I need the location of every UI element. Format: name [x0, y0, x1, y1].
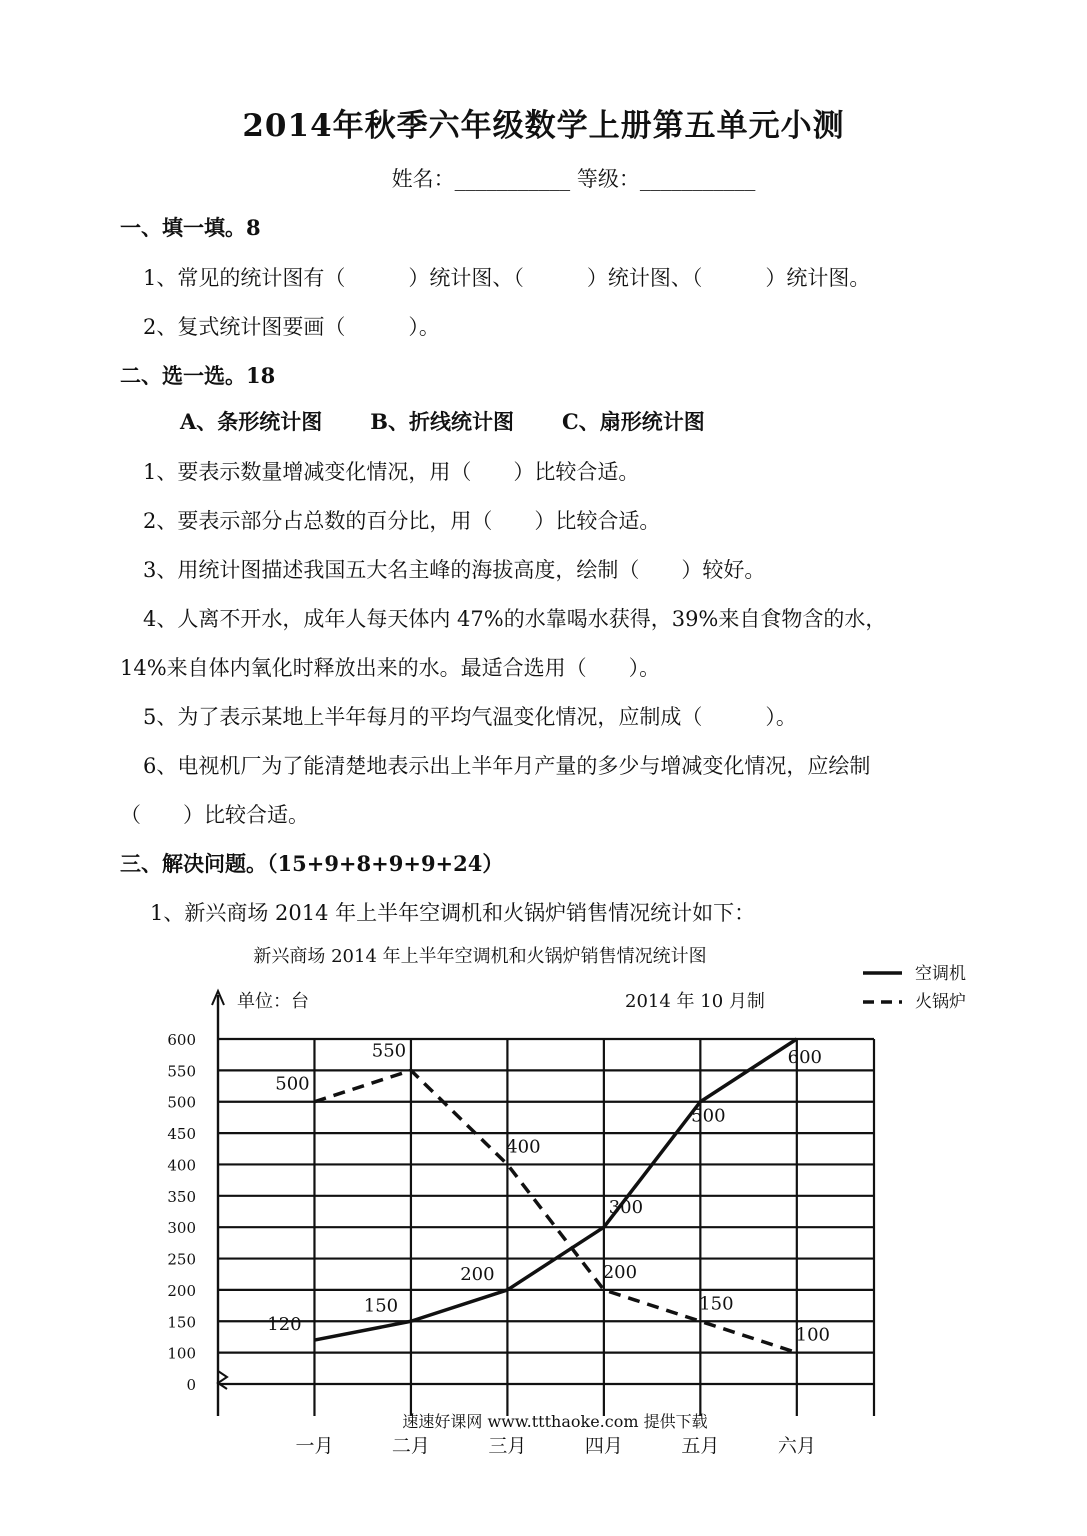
legend-label-0: 空调机 — [915, 964, 966, 984]
y-tick-label: 350 — [167, 1187, 196, 1206]
y-tick-labels — [167, 1031, 196, 1394]
option-c: C、扇形统计图 — [562, 409, 705, 434]
grade-label: 等级： — [576, 167, 640, 191]
data-label: 150 — [699, 1293, 734, 1315]
s1-question-2: 2、复式统计图要画（ ）。 — [143, 315, 440, 339]
data-label: 300 — [608, 1197, 644, 1219]
data-label: 550 — [371, 1040, 407, 1062]
legend-label-1: 火锅炉 — [915, 992, 966, 1012]
line-chart — [150, 935, 1000, 1470]
data-label: 200 — [460, 1263, 495, 1285]
s2-question-6: 6、电视机厂为了能清楚地表示出上半年月产量的多少与增减变化情况，应绘制 — [143, 754, 871, 778]
s1-question-1: 1、常见的统计图有（ ）统计图、（ ）统计图、（ ）统计图。 — [143, 266, 871, 290]
s2-question-5: 5、为了表示某地上半年每月的平均气温变化情况，应制成（ ）。 — [143, 705, 797, 729]
choice-options — [180, 406, 753, 436]
y-tick-label: 550 — [167, 1062, 196, 1081]
grade-blank[interactable]: ___________ — [639, 167, 756, 191]
watermark: 速速好课网 www.ttthaoke.com 提供下载 — [402, 1412, 708, 1431]
s2-question-2: 2、要表示部分占总数的百分比，用（ ）比较合适。 — [143, 509, 661, 533]
y-tick-label: 150 — [167, 1313, 196, 1332]
x-tick-labels — [295, 1435, 815, 1457]
y-axis-label: 单位：台 — [237, 991, 309, 1012]
name-label: 姓名： — [391, 167, 455, 191]
axis-break-icon — [218, 1371, 227, 1389]
x-tick-label: 六月 — [777, 1435, 816, 1457]
y-tick-label: 300 — [167, 1219, 196, 1238]
x-tick-label: 三月 — [488, 1435, 527, 1457]
data-labels — [267, 1040, 830, 1345]
data-label: 100 — [795, 1324, 831, 1346]
y-tick-label: 100 — [167, 1344, 196, 1363]
page-title: 2014年秋季六年级数学上册第五单元小测 — [242, 108, 845, 144]
section1-heading: 一、填一填。8 — [120, 215, 261, 240]
y-tick-label: 200 — [167, 1281, 196, 1300]
y-tick-label: 250 — [167, 1250, 196, 1269]
chart-note: 2014 年 10 月制 — [625, 991, 765, 1012]
x-tick-label: 二月 — [391, 1435, 430, 1457]
y-tick-label: 0 — [186, 1376, 196, 1394]
data-label: 600 — [787, 1047, 823, 1068]
data-label: 500 — [691, 1105, 726, 1127]
chart-title: 新兴商场 2014 年上半年空调机和火锅炉销售情况统计图 — [253, 946, 707, 967]
data-label: 400 — [506, 1136, 541, 1158]
x-tick-label: 四月 — [584, 1435, 623, 1457]
x-tick-label: 五月 — [681, 1435, 720, 1457]
y-tick-label: 450 — [167, 1125, 196, 1144]
y-tick-label: 500 — [167, 1093, 196, 1112]
s2-question-3: 3、用统计图描述我国五大名主峰的海拔高度，绘制（ ）较好。 — [143, 558, 766, 582]
data-label: 200 — [602, 1261, 638, 1283]
chart-legend — [863, 964, 966, 1012]
name-blank[interactable]: ___________ — [454, 167, 571, 191]
s3-question-1: 1、新兴商场 2014 年上半年空调机和火锅炉销售情况统计如下： — [150, 901, 756, 925]
s2-question-6-cont: （ ）比较合适。 — [120, 803, 309, 827]
x-tick-label: 一月 — [295, 1435, 334, 1457]
data-label: 500 — [275, 1073, 310, 1095]
option-a: A、条形统计图 — [180, 409, 323, 434]
s2-question-1: 1、要表示数量增减变化情况，用（ ）比较合适。 — [143, 460, 640, 484]
data-label: 150 — [363, 1295, 399, 1317]
chart-grid — [218, 1039, 874, 1416]
data-label: 120 — [267, 1314, 302, 1336]
option-b: B、折线统计图 — [370, 409, 515, 434]
s2-question-4-cont: 14%来自体内氧化时释放出来的水。最适合选用（ ）。 — [120, 656, 661, 680]
y-tick-label: 400 — [167, 1156, 196, 1175]
s2-question-4: 4、人离不开水，成年人每天体内 47%的水靠喝水获得，39%来自食物含的水， — [143, 607, 887, 631]
section3-heading: 三、解决问题。（15+9+8+9+9+24） — [120, 851, 504, 876]
section2-heading: 二、选一选。18 — [120, 363, 276, 388]
y-tick-label: 600 — [167, 1031, 196, 1049]
student-info — [0, 163, 1087, 193]
